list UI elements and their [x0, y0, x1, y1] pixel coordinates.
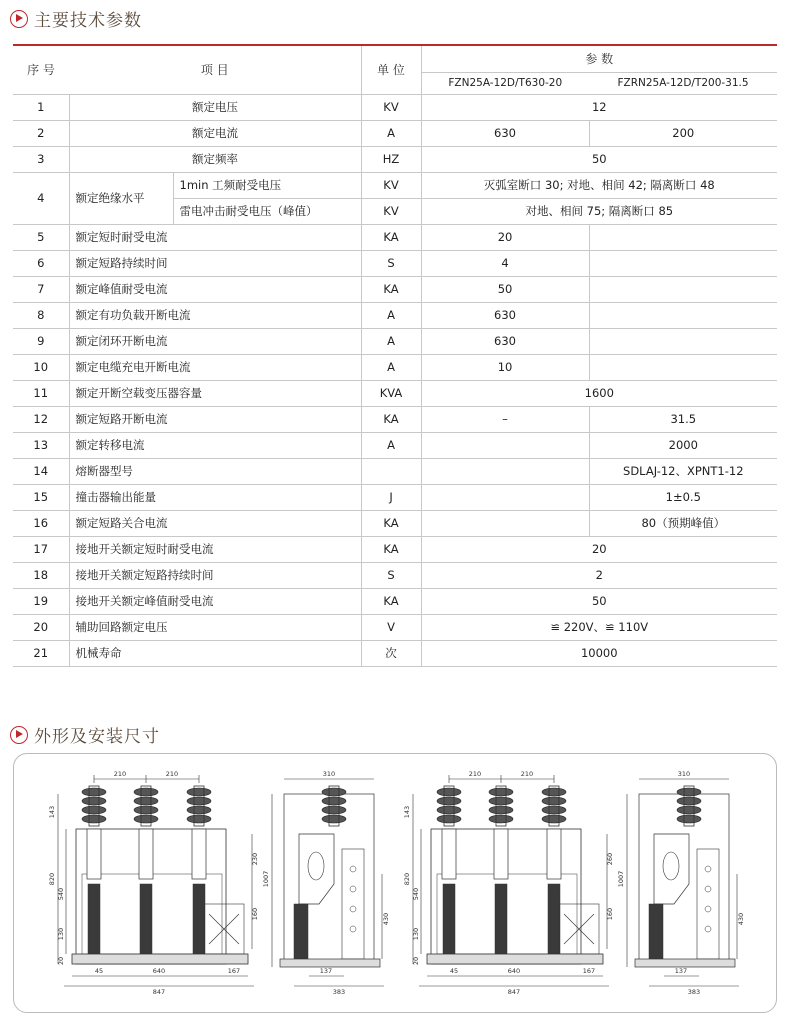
cell-value-b — [589, 276, 777, 302]
section-heading-dimensions — [10, 722, 160, 747]
drawing-outline — [87, 829, 101, 879]
table-row — [13, 406, 777, 432]
drawing-outline — [442, 829, 456, 879]
cell-unit: KV — [361, 94, 421, 120]
cell-value-a — [421, 432, 589, 458]
dimension-drawings-panel — [13, 753, 777, 1013]
insulator-shed — [82, 806, 106, 814]
cell-unit: HZ — [361, 146, 421, 172]
drawing-outline — [649, 904, 663, 959]
table-row — [13, 276, 777, 302]
cell-seq: 8 — [13, 302, 69, 328]
cell-value-a: 4 — [421, 250, 589, 276]
drawing-outline — [193, 884, 205, 954]
cell-value-b — [589, 224, 777, 250]
dimension-label: 640 — [152, 967, 166, 975]
table-row — [13, 224, 777, 250]
dimension-label: 160 — [251, 907, 259, 921]
cell-item: 1min 工频耐受电压 — [173, 172, 361, 198]
dimension-label: 1007 — [617, 870, 625, 888]
cell-unit: KA — [361, 536, 421, 562]
side-view-drawing-1 — [262, 770, 390, 996]
table-row — [13, 328, 777, 354]
drawing-outline — [705, 886, 711, 892]
drawing-outline — [350, 866, 356, 872]
drawing-outline — [192, 829, 206, 879]
cell-item: 额定短路关合电流 — [69, 510, 361, 536]
drawing-outline — [548, 884, 560, 954]
header-model-a: FZN25A-12D/T630-20 — [421, 72, 589, 94]
cell-seq: 5 — [13, 224, 69, 250]
dimension-label: 847 — [507, 988, 521, 996]
dimension-label: 137 — [319, 967, 333, 975]
insulator-shed — [437, 788, 461, 796]
dimension-label: 130 — [412, 927, 420, 941]
cell-value-b — [589, 354, 777, 380]
dimension-label: 143 — [403, 805, 411, 819]
cell-unit: V — [361, 614, 421, 640]
table-row — [13, 510, 777, 536]
cell-value-a: 630 — [421, 328, 589, 354]
cell-item: 额定闭环开断电流 — [69, 328, 361, 354]
drawing-outline — [350, 926, 356, 932]
table-row — [13, 146, 777, 172]
cell-value-b: 1±0.5 — [589, 484, 777, 510]
dimension-label: 260 — [606, 852, 614, 866]
insulator-shed — [322, 797, 346, 805]
dimension-label: 430 — [737, 912, 745, 926]
cell-unit: KA — [361, 588, 421, 614]
cell-seq: 7 — [13, 276, 69, 302]
dimension-label: 20 — [412, 956, 420, 966]
header-model-b: FZRN25A-12D/T200-31.5 — [589, 72, 777, 94]
cell-unit: A — [361, 120, 421, 146]
cell-unit: KA — [361, 510, 421, 536]
cell-unit: J — [361, 484, 421, 510]
cell-item: 接地开关额定短时耐受电流 — [69, 536, 361, 562]
cell-item: 辅助回路额定电压 — [69, 614, 361, 640]
cell-value-a: 630 — [421, 302, 589, 328]
cell-seq: 15 — [13, 484, 69, 510]
cell-seq: 12 — [13, 406, 69, 432]
cell-seq: 3 — [13, 146, 69, 172]
cell-value-b: SDLAJ-12、XPNT1-12 — [589, 458, 777, 484]
insulator-shed — [134, 806, 158, 814]
table-row — [13, 354, 777, 380]
cell-value: 灭弧室断口 30; 对地、相间 42; 隔离断口 48 — [421, 172, 777, 198]
dimension-label: 540 — [57, 887, 65, 901]
cell-value-b: 200 — [589, 120, 777, 146]
cell-item: 雷电冲击耐受电压（峰值） — [173, 198, 361, 224]
cell-item: 额定电压 — [69, 94, 361, 120]
dimension-label: 167 — [582, 967, 596, 975]
cell-seq: 19 — [13, 588, 69, 614]
cell-value-a — [421, 510, 589, 536]
drawing-outline — [495, 884, 507, 954]
insulator-shed — [542, 797, 566, 805]
dimension-drawings — [14, 754, 778, 1014]
insulator-shed — [489, 788, 513, 796]
cell-seq: 20 — [13, 614, 69, 640]
cell-value: 2 — [421, 562, 777, 588]
cell-unit: KA — [361, 406, 421, 432]
insulator-shed — [677, 788, 701, 796]
insulator-shed — [489, 806, 513, 814]
drawing-outline — [705, 866, 711, 872]
cell-value: 50 — [421, 146, 777, 172]
cell-item: 额定电流 — [69, 120, 361, 146]
cell-seq: 14 — [13, 458, 69, 484]
cell-value: 对地、相间 75; 隔离断口 85 — [421, 198, 777, 224]
cell-unit: A — [361, 302, 421, 328]
cell-value: 1600 — [421, 380, 777, 406]
insulator-shed — [187, 797, 211, 805]
insulator-shed — [322, 788, 346, 796]
dimension-label: 20 — [57, 956, 65, 966]
drawing-outline — [547, 829, 561, 879]
cell-item: 额定有功负载开断电流 — [69, 302, 361, 328]
cell-item: 额定频率 — [69, 146, 361, 172]
insulator-shed — [134, 797, 158, 805]
cell-value-b — [589, 250, 777, 276]
drawing-outline — [697, 849, 719, 959]
insulator-shed — [542, 815, 566, 823]
insulator-shed — [437, 815, 461, 823]
front-view-drawing-1 — [48, 770, 259, 996]
cell-value-b — [589, 328, 777, 354]
header-item: 项 目 — [69, 46, 361, 94]
dimension-label: 210 — [520, 770, 534, 778]
front-view-drawing-2 — [403, 770, 614, 996]
cell-value: ≌ 220V、≌ 110V — [421, 614, 777, 640]
drawing-outline — [140, 884, 152, 954]
dimension-label: 230 — [251, 852, 259, 866]
table-row — [13, 250, 777, 276]
dimension-label: 167 — [227, 967, 241, 975]
cell-value-a: 630 — [421, 120, 589, 146]
mechanism-arm — [299, 834, 334, 904]
header-unit: 单 位 — [361, 46, 421, 94]
insulator-shed — [489, 815, 513, 823]
cell-unit: S — [361, 250, 421, 276]
cell-seq: 1 — [13, 94, 69, 120]
drawing-outline — [294, 904, 308, 959]
drawing-outline — [280, 959, 380, 967]
drawing-outline — [342, 849, 364, 959]
dimension-label: 383 — [332, 988, 346, 996]
dimension-label: 640 — [507, 967, 521, 975]
table-row — [13, 432, 777, 458]
cell-seq: 18 — [13, 562, 69, 588]
drawing-outline — [350, 906, 356, 912]
spec-table-container — [13, 44, 777, 667]
insulator-shed — [542, 806, 566, 814]
drawing-outline — [139, 829, 153, 879]
table-row — [13, 484, 777, 510]
cell-item: 额定转移电流 — [69, 432, 361, 458]
header-seq: 序 号 — [13, 46, 69, 94]
cell-seq: 2 — [13, 120, 69, 146]
section-title-specs: 主要技术参数 — [34, 11, 142, 31]
cell-item: 熔断器型号 — [69, 458, 361, 484]
table-header-row — [13, 46, 777, 72]
dimension-label: 847 — [152, 988, 166, 996]
insulator-shed — [82, 788, 106, 796]
cell-seq: 21 — [13, 640, 69, 666]
dimension-label: 160 — [606, 907, 614, 921]
cell-unit: KVA — [361, 380, 421, 406]
spec-table — [13, 46, 777, 667]
cell-item: 撞击器输出能量 — [69, 484, 361, 510]
dimension-label: 210 — [113, 770, 127, 778]
cell-item: 额定开断空载变压器容量 — [69, 380, 361, 406]
dimension-label: 45 — [449, 967, 459, 975]
dimension-label: 430 — [382, 912, 390, 926]
cell-seq: 11 — [13, 380, 69, 406]
cell-value-a: – — [421, 406, 589, 432]
cell-value: 50 — [421, 588, 777, 614]
insulator-shed — [489, 797, 513, 805]
cell-value-a: 50 — [421, 276, 589, 302]
insulator-shed — [322, 815, 346, 823]
drawing-outline — [427, 954, 603, 964]
insulator-shed — [437, 797, 461, 805]
cell-value-b: 2000 — [589, 432, 777, 458]
drawing-outline — [72, 954, 248, 964]
dimension-label: 210 — [165, 770, 179, 778]
cell-value-a — [421, 458, 589, 484]
dimension-label: 143 — [48, 805, 56, 819]
insulator-shed — [134, 788, 158, 796]
insulator-shed — [677, 815, 701, 823]
dimension-label: 137 — [674, 967, 688, 975]
dimension-label: 383 — [687, 988, 701, 996]
cell-unit: A — [361, 328, 421, 354]
cell-unit: KV — [361, 172, 421, 198]
dimension-label: 310 — [677, 770, 691, 778]
table-row — [13, 94, 777, 120]
cell-value-b: 31.5 — [589, 406, 777, 432]
mechanism-arm — [654, 834, 689, 904]
cell-unit: A — [361, 432, 421, 458]
cell-unit: KV — [361, 198, 421, 224]
cell-seq: 16 — [13, 510, 69, 536]
cell-item: 额定短路持续时间 — [69, 250, 361, 276]
cell-unit: KA — [361, 276, 421, 302]
drawing-outline — [350, 886, 356, 892]
drawing-outline — [308, 852, 324, 880]
cell-seq: 4 — [13, 172, 69, 224]
insulator-shed — [677, 797, 701, 805]
cell-value-a: 20 — [421, 224, 589, 250]
cell-seq: 9 — [13, 328, 69, 354]
header-params: 参 数 — [421, 46, 777, 72]
dimension-label: 820 — [403, 872, 411, 886]
cell-seq: 17 — [13, 536, 69, 562]
side-view-drawing-2 — [617, 770, 745, 996]
dimension-label: 130 — [57, 927, 65, 941]
play-circle-icon — [10, 726, 28, 744]
cell-value: 12 — [421, 94, 777, 120]
cell-item: 额定短路开断电流 — [69, 406, 361, 432]
drawing-outline — [663, 852, 679, 880]
insulator-shed — [187, 806, 211, 814]
cell-unit: S — [361, 562, 421, 588]
insulator-shed — [134, 815, 158, 823]
insulator-shed — [437, 806, 461, 814]
cell-unit — [361, 458, 421, 484]
drawing-outline — [705, 906, 711, 912]
cell-item: 接地开关额定峰值耐受电流 — [69, 588, 361, 614]
dimension-label: 310 — [322, 770, 336, 778]
cell-item: 额定电缆充电开断电流 — [69, 354, 361, 380]
section-heading-specs — [10, 6, 142, 31]
insulator-shed — [187, 815, 211, 823]
drawing-outline — [88, 884, 100, 954]
drawing-outline — [635, 959, 735, 967]
cell-value: 20 — [421, 536, 777, 562]
cell-seq: 13 — [13, 432, 69, 458]
cell-seq: 10 — [13, 354, 69, 380]
insulator-shed — [322, 806, 346, 814]
cell-item: 机械寿命 — [69, 640, 361, 666]
play-circle-icon — [10, 10, 28, 28]
table-row — [13, 640, 777, 666]
cell-value-b — [589, 302, 777, 328]
drawing-outline — [443, 884, 455, 954]
cell-value-a: 10 — [421, 354, 589, 380]
cell-unit: KA — [361, 224, 421, 250]
cell-item: 额定峰值耐受电流 — [69, 276, 361, 302]
cell-value-a — [421, 484, 589, 510]
insulator-shed — [82, 797, 106, 805]
section-title-dimensions: 外形及安装尺寸 — [34, 727, 160, 747]
cell-group: 额定绝缘水平 — [69, 172, 173, 224]
table-row — [13, 120, 777, 146]
drawing-outline — [705, 926, 711, 932]
insulator-shed — [82, 815, 106, 823]
insulator-shed — [677, 806, 701, 814]
cell-value-b: 80（预期峰值） — [589, 510, 777, 536]
table-row — [13, 536, 777, 562]
dimension-label: 820 — [48, 872, 56, 886]
dimension-label: 45 — [94, 967, 104, 975]
table-row — [13, 380, 777, 406]
table-row — [13, 562, 777, 588]
table-row — [13, 614, 777, 640]
table-row — [13, 172, 777, 198]
dimension-label: 540 — [412, 887, 420, 901]
insulator-shed — [542, 788, 566, 796]
cell-seq: 6 — [13, 250, 69, 276]
dimension-label: 1007 — [262, 870, 270, 888]
table-row — [13, 458, 777, 484]
insulator-shed — [187, 788, 211, 796]
cell-item: 接地开关额定短路持续时间 — [69, 562, 361, 588]
cell-item: 额定短时耐受电流 — [69, 224, 361, 250]
cell-value: 10000 — [421, 640, 777, 666]
table-row — [13, 302, 777, 328]
cell-unit: A — [361, 354, 421, 380]
drawing-outline — [494, 829, 508, 879]
table-row — [13, 588, 777, 614]
cell-unit: 次 — [361, 640, 421, 666]
dimension-label: 210 — [468, 770, 482, 778]
